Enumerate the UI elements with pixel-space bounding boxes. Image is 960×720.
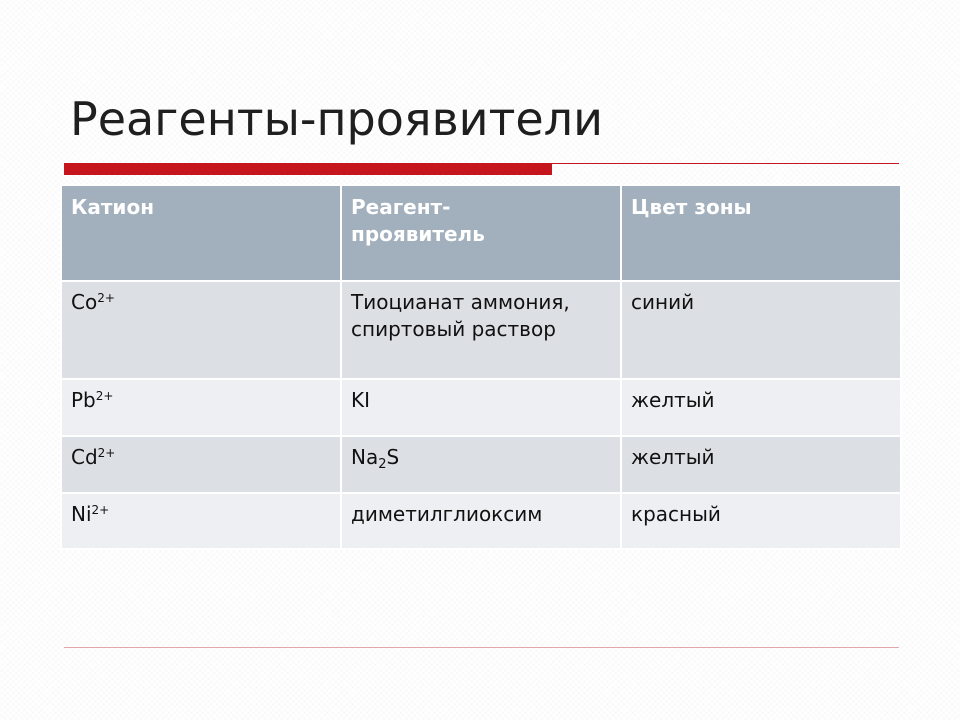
table-body: [61, 281, 901, 549]
cell-cation: [61, 379, 341, 436]
table-row: [61, 493, 901, 549]
header-reagent: [341, 185, 621, 281]
cell-reagent: диметилглиоксим: [341, 493, 621, 549]
cation-charge: 2+: [91, 503, 110, 517]
cation-charge: 2+: [95, 389, 114, 403]
cation-symbol: Co: [71, 290, 98, 314]
header-zone-color: Цвет зоны: [621, 185, 901, 281]
footer-divider: [64, 647, 899, 648]
title-underline-accent-bar: [64, 164, 552, 175]
formula-part-2: S: [386, 445, 400, 469]
cell-zone-color: синий: [621, 281, 901, 379]
cell-reagent: KI: [341, 379, 621, 436]
header-reagent-label: Реагент-проявитель: [351, 195, 485, 246]
cell-zone-color: желтый: [621, 379, 901, 436]
slide-title: Реагенты-проявители: [70, 92, 603, 146]
cation-symbol: Pb: [71, 388, 96, 412]
formula-subscript: 2: [378, 457, 387, 472]
cell-zone-color: красный: [621, 493, 901, 549]
header-row: [61, 185, 901, 281]
cell-cation: [61, 281, 341, 379]
table-row: [61, 436, 901, 493]
table-row: [61, 379, 901, 436]
cation-charge: 2+: [97, 291, 115, 305]
cation-symbol: Cd: [71, 445, 98, 469]
reagent-line-2: спиртовый раствор: [351, 317, 556, 341]
cell-cation: [61, 493, 341, 549]
reagent-line-1: Тиоцианат аммония,: [351, 290, 570, 314]
header-cation: Катион: [61, 185, 341, 281]
cell-reagent: [341, 436, 621, 493]
cation-symbol: Ni: [71, 502, 92, 526]
cell-zone-color: желтый: [621, 436, 901, 493]
table-row: [61, 281, 901, 379]
cell-reagent: [341, 281, 621, 379]
reagents-table: [60, 184, 902, 550]
cation-charge: 2+: [97, 446, 116, 460]
cell-cation: [61, 436, 341, 493]
formula-part-1: Na: [351, 445, 379, 469]
table-header: [61, 185, 901, 281]
